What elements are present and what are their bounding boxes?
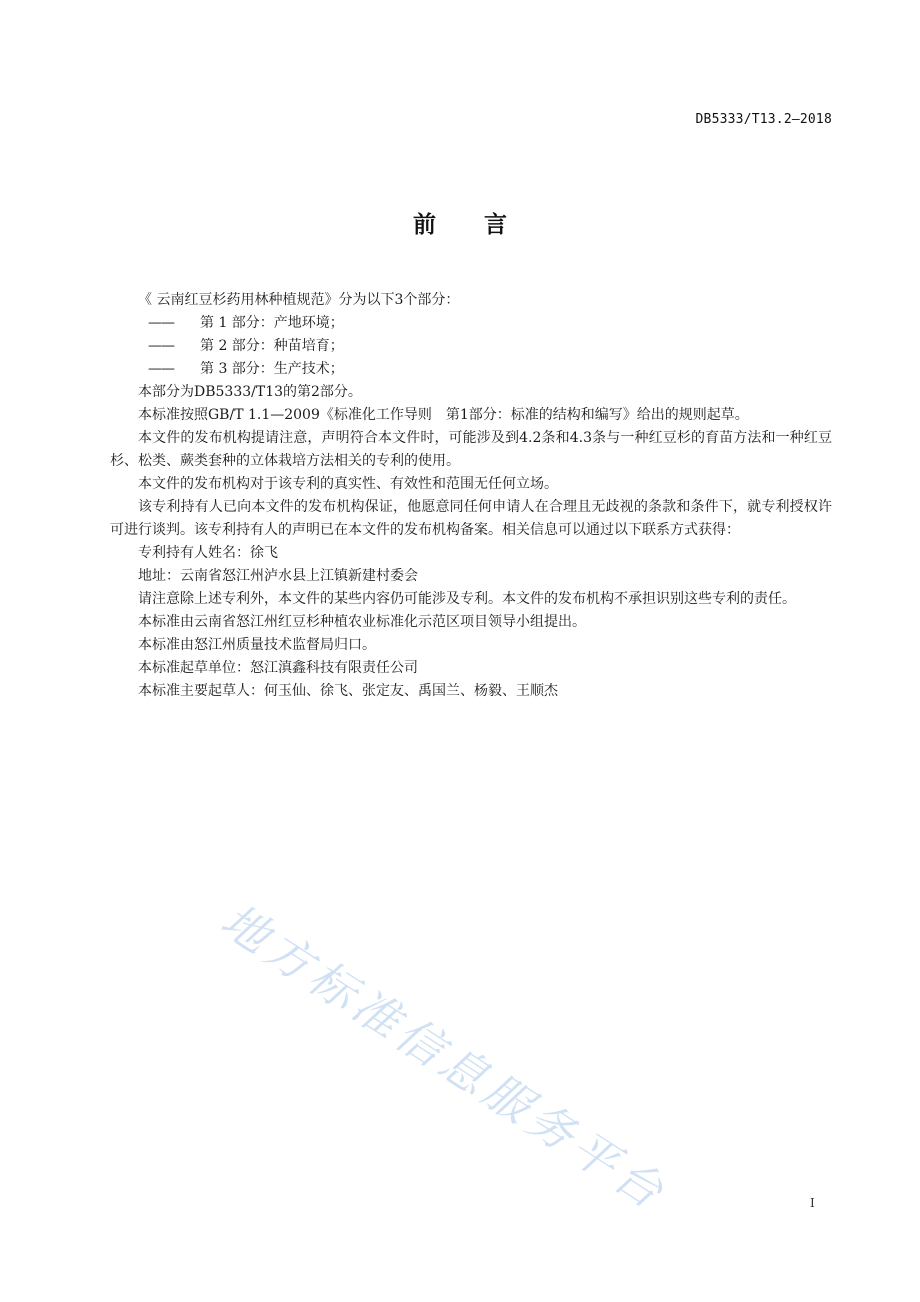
paragraph-patent-assurance: 该专利持有人已向本文件的发布机构保证，他愿意同任何申请人在合理且无歧视的条款和条件下，就专利授权许可进行谈判。该专利持有人的声明已在本文件的发布机构备案。相关信息可以通过以下联系方式获得： <box>110 499 832 538</box>
paragraph-part-scope: 本部分为DB5333/T13的第2部分。 <box>138 384 362 400</box>
part-label: 第 2 部分：种苗培育； <box>200 338 344 354</box>
list-dash: —— <box>148 315 174 331</box>
paragraph-drafting-unit: 本标准起草单位：怒江滇鑫科技有限责任公司 <box>138 660 418 676</box>
paragraph-patent-holder: 专利持有人姓名：徐飞 <box>138 545 278 561</box>
document-code: DB5333/T13.2—2018 <box>695 112 832 127</box>
intro-paragraph: 《 云南红豆杉药用林种植规范》分为以下3个部分： <box>138 292 460 308</box>
watermark: 地方标准信息服务平台 <box>211 892 678 1222</box>
page-number: I <box>810 1196 815 1210</box>
part-list-item-2 <box>110 335 832 358</box>
paragraph-address: 地址：云南省怒江州泸水县上江镇新建村委会 <box>138 568 418 584</box>
page-title: 前言 <box>413 212 555 238</box>
part-label: 第 3 部分：生产技术； <box>200 361 344 377</box>
list-dash: —— <box>148 361 174 377</box>
part-label: 第 1 部分：产地环境； <box>200 315 344 331</box>
paragraph-patent-notice: 本文件的发布机构提请注意，声明符合本文件时，可能涉及到4.2条和4.3条与一种红豆杉的育苗方法和一种红豆杉、松类、蕨类套种的立体栽培方法相关的专利的使用。 <box>110 430 832 469</box>
paragraph-proposed-by: 本标准由云南省怒江州红豆杉种植农业标准化示范区项目领导小组提出。 <box>138 614 586 630</box>
part-list-item-1 <box>110 312 832 335</box>
paragraph-other-patents: 请注意除上述专利外，本文件的某些内容仍可能涉及专利。本文件的发布机构不承担识别这些专利的责任。 <box>138 591 796 607</box>
part-list-item-3 <box>110 358 832 381</box>
paragraph-drafters: 本标准主要起草人：何玉仙、徐飞、张定友、禹国兰、杨毅、王顺杰 <box>138 683 558 699</box>
paragraph-centralized-by: 本标准由怒江州质量技术监督局归口。 <box>138 637 376 653</box>
foreword-body <box>110 289 832 703</box>
paragraph-patent-position: 本文件的发布机构对于该专利的真实性、有效性和范围无任何立场。 <box>138 476 558 492</box>
paragraph-drafting-rules: 本标准按照GB/T 1.1—2009《标准化工作导则 第1部分：标准的结构和编写》给出的规则起草。 <box>138 407 749 423</box>
list-dash: —— <box>148 338 174 354</box>
